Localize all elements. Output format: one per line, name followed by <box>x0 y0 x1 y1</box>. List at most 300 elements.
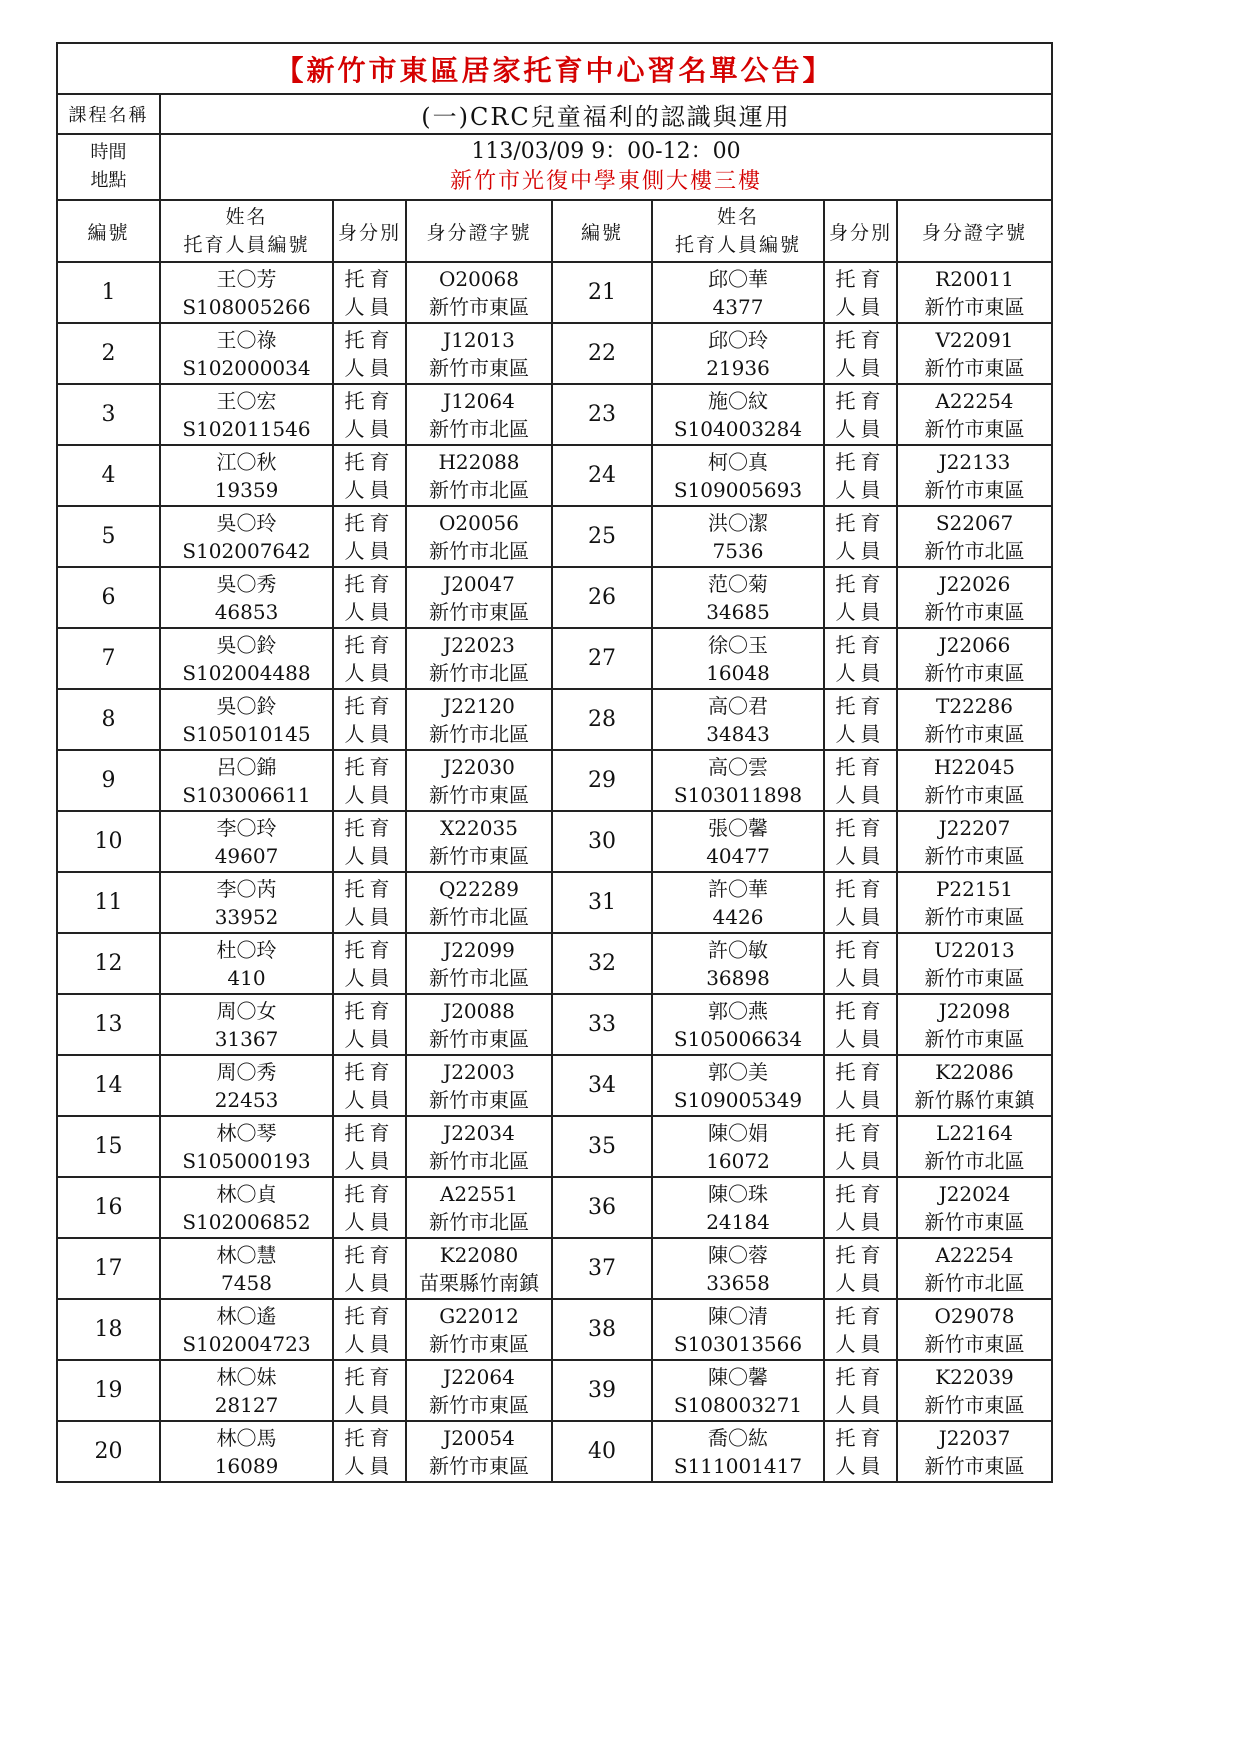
table-row <box>57 323 1052 384</box>
staff-id: S103011898 <box>673 782 803 807</box>
id-number-cell <box>897 750 1052 811</box>
place-value: 新竹市光復中學東側大樓三樓 <box>450 169 763 194</box>
id-code: K22039 <box>935 1364 1014 1389</box>
identity-top: 托育 <box>835 1364 886 1389</box>
identity-cell <box>824 1238 897 1299</box>
id-number-cell <box>897 628 1052 689</box>
id-number-cell <box>897 1421 1052 1482</box>
id-number-cell <box>406 872 552 933</box>
table-row <box>57 811 1052 872</box>
id-code: L22164 <box>936 1120 1013 1145</box>
id-area: 新竹市東區 <box>924 782 1025 807</box>
name-cell <box>160 567 333 628</box>
table-row <box>57 933 1052 994</box>
row-number: 6 <box>57 567 160 628</box>
identity-bottom: 人員 <box>344 294 395 319</box>
table-row <box>57 872 1052 933</box>
identity-cell <box>333 1238 406 1299</box>
id-number-cell <box>406 1055 552 1116</box>
row-number: 29 <box>552 750 652 811</box>
identity-top: 托育 <box>835 693 886 718</box>
id-area: 新竹市東區 <box>924 660 1025 685</box>
identity-top: 托育 <box>835 1059 886 1084</box>
identity-top: 托育 <box>344 1181 395 1206</box>
identity-bottom: 人員 <box>835 599 886 624</box>
name-cell <box>160 1238 333 1299</box>
page-title <box>57 43 1052 94</box>
id-code: J22120 <box>443 693 515 718</box>
id-area: 新竹市東區 <box>924 355 1025 380</box>
id-number-cell <box>406 811 552 872</box>
identity-top: 托育 <box>835 1303 886 1328</box>
name-cell <box>160 1116 333 1177</box>
id-area: 新竹市北區 <box>429 477 529 502</box>
staff-id: 34685 <box>706 599 770 624</box>
person-name: 喬〇紘 <box>708 1425 768 1450</box>
person-name: 邱〇華 <box>708 266 768 291</box>
staff-id: S108005266 <box>182 294 311 319</box>
id-number-cell <box>897 994 1052 1055</box>
identity-cell <box>333 1116 406 1177</box>
id-area: 新竹市東區 <box>924 721 1025 746</box>
staff-id: 33658 <box>706 1270 770 1295</box>
id-code: V22091 <box>935 327 1014 352</box>
identity-cell <box>333 262 406 323</box>
name-cell <box>652 506 824 567</box>
person-name: 李〇玲 <box>216 815 277 840</box>
row-number: 7 <box>57 628 160 689</box>
id-area: 新竹市北區 <box>429 538 529 563</box>
staff-id: 19359 <box>214 477 279 502</box>
staff-id: S105006634 <box>673 1026 803 1051</box>
id-area: 新竹市東區 <box>429 599 529 624</box>
identity-bottom: 人員 <box>344 1331 395 1356</box>
id-code: J22207 <box>938 815 1011 840</box>
id-code: R20011 <box>935 266 1014 291</box>
id-area: 新竹市東區 <box>924 477 1025 502</box>
person-name: 陳〇珠 <box>708 1181 768 1206</box>
identity-top: 托育 <box>344 388 395 413</box>
identity-cell <box>824 262 897 323</box>
identity-bottom: 人員 <box>835 843 886 868</box>
id-code: P22151 <box>935 876 1014 901</box>
id-number-cell <box>897 384 1052 445</box>
id-area: 新竹市東區 <box>924 1209 1025 1234</box>
header-identity-right: 身分別 <box>824 200 897 262</box>
table-row <box>57 1116 1052 1177</box>
identity-top: 托育 <box>344 754 395 779</box>
row-number: 1 <box>57 262 160 323</box>
staff-id: 49607 <box>214 843 279 868</box>
name-cell <box>160 445 333 506</box>
name-cell <box>160 384 333 445</box>
row-number: 39 <box>552 1360 652 1421</box>
course-row <box>57 94 1052 134</box>
identity-cell <box>333 811 406 872</box>
staff-id: S109005349 <box>673 1087 803 1112</box>
table-row <box>57 1421 1052 1482</box>
staff-id: S105000193 <box>182 1148 311 1173</box>
name-cell <box>652 1421 824 1482</box>
table-row <box>57 445 1052 506</box>
id-number-cell <box>406 1238 552 1299</box>
staff-id: 4377 <box>712 294 764 319</box>
id-area: 苗栗縣竹南鎮 <box>419 1270 539 1295</box>
identity-top: 托育 <box>344 1059 395 1084</box>
id-area: 新竹市北區 <box>429 1148 529 1173</box>
staff-id: 46853 <box>214 599 279 624</box>
id-code: O20056 <box>438 510 520 535</box>
identity-bottom: 人員 <box>344 1148 395 1173</box>
identity-top: 托育 <box>835 632 886 657</box>
row-number: 15 <box>57 1116 160 1177</box>
person-name: 陳〇娟 <box>708 1120 768 1145</box>
id-number-cell <box>406 1421 552 1482</box>
table-row <box>57 262 1052 323</box>
name-cell <box>160 1421 333 1482</box>
identity-top: 托育 <box>344 998 395 1023</box>
course-label: 課程名稱 <box>57 94 160 134</box>
row-number: 11 <box>57 872 160 933</box>
row-number: 20 <box>57 1421 160 1482</box>
id-area: 新竹市東區 <box>924 1392 1025 1417</box>
id-area: 新竹市北區 <box>924 1270 1025 1295</box>
identity-bottom: 人員 <box>344 477 395 502</box>
id-number-cell <box>897 1177 1052 1238</box>
identity-cell <box>333 933 406 994</box>
person-name: 許〇華 <box>708 876 768 901</box>
identity-top: 托育 <box>344 449 395 474</box>
person-name: 江〇秋 <box>216 449 277 474</box>
row-number: 35 <box>552 1116 652 1177</box>
row-number: 18 <box>57 1299 160 1360</box>
row-number: 16 <box>57 1177 160 1238</box>
identity-top: 托育 <box>835 1242 886 1267</box>
roster-table <box>56 42 1053 1483</box>
identity-bottom: 人員 <box>835 1209 886 1234</box>
row-number: 5 <box>57 506 160 567</box>
identity-top: 托育 <box>835 510 886 535</box>
identity-bottom: 人員 <box>344 416 395 441</box>
id-number-cell <box>406 628 552 689</box>
id-code: A22254 <box>935 1242 1014 1267</box>
row-number: 9 <box>57 750 160 811</box>
identity-bottom: 人員 <box>835 1087 886 1112</box>
name-cell <box>652 1055 824 1116</box>
identity-top: 托育 <box>835 937 886 962</box>
identity-top: 托育 <box>835 1120 886 1145</box>
time-value: 113/03/09 9：00-12：00 <box>471 139 741 164</box>
course-name: (一)CRC兒童福利的認識與運用 <box>160 94 1052 134</box>
time-place-value <box>160 134 1052 200</box>
id-area: 新竹市東區 <box>924 416 1025 441</box>
identity-cell <box>333 1299 406 1360</box>
identity-bottom: 人員 <box>835 1453 886 1478</box>
identity-top: 托育 <box>344 266 395 291</box>
identity-cell <box>333 1360 406 1421</box>
person-name: 杜〇玲 <box>216 937 277 962</box>
table-row <box>57 689 1052 750</box>
person-name: 高〇雲 <box>708 754 768 779</box>
identity-bottom: 人員 <box>344 355 395 380</box>
person-name: 陳〇蓉 <box>708 1242 768 1267</box>
title-row <box>57 43 1052 94</box>
staff-id: S104003284 <box>673 416 803 441</box>
name-cell <box>160 628 333 689</box>
identity-cell <box>824 1055 897 1116</box>
time-place-row <box>57 134 1052 200</box>
id-area: 新竹市東區 <box>429 1392 529 1417</box>
identity-bottom: 人員 <box>344 1270 395 1295</box>
table-row <box>57 628 1052 689</box>
identity-cell <box>333 628 406 689</box>
identity-top: 托育 <box>344 1303 395 1328</box>
name-cell <box>160 1177 333 1238</box>
name-cell <box>652 384 824 445</box>
table-row <box>57 1360 1052 1421</box>
identity-bottom: 人員 <box>344 843 395 868</box>
identity-top: 托育 <box>344 510 395 535</box>
staff-id: 410 <box>227 965 266 990</box>
name-cell <box>652 1360 824 1421</box>
identity-top: 托育 <box>835 754 886 779</box>
id-number-cell <box>897 1116 1052 1177</box>
staff-id: S103013566 <box>673 1331 803 1356</box>
identity-bottom: 人員 <box>835 660 886 685</box>
id-code: S22067 <box>935 510 1014 535</box>
identity-cell <box>333 445 406 506</box>
row-number: 2 <box>57 323 160 384</box>
name-cell <box>160 933 333 994</box>
id-number-cell <box>897 1299 1052 1360</box>
identity-cell <box>824 872 897 933</box>
identity-top: 托育 <box>344 693 395 718</box>
identity-bottom: 人員 <box>344 782 395 807</box>
id-number-cell <box>406 323 552 384</box>
row-number: 3 <box>57 384 160 445</box>
id-area: 新竹市東區 <box>429 782 529 807</box>
identity-top: 托育 <box>344 1364 395 1389</box>
name-cell <box>652 1299 824 1360</box>
id-code: J22133 <box>938 449 1011 474</box>
id-code: J20054 <box>443 1425 515 1450</box>
identity-bottom: 人員 <box>835 294 886 319</box>
time-place-label <box>57 134 160 200</box>
person-name: 吳〇鈴 <box>216 693 277 718</box>
identity-cell <box>824 750 897 811</box>
identity-top: 托育 <box>344 1242 395 1267</box>
identity-cell <box>824 994 897 1055</box>
identity-bottom: 人員 <box>835 965 886 990</box>
row-number: 34 <box>552 1055 652 1116</box>
id-number-cell <box>406 567 552 628</box>
identity-top: 托育 <box>835 388 886 413</box>
identity-bottom: 人員 <box>835 355 886 380</box>
name-cell <box>160 750 333 811</box>
row-number: 8 <box>57 689 160 750</box>
person-name: 吳〇鈴 <box>216 632 277 657</box>
staff-id: 34843 <box>706 721 770 746</box>
header-name-top: 姓名 <box>225 206 268 228</box>
id-code: O20068 <box>438 266 520 291</box>
row-number: 12 <box>57 933 160 994</box>
identity-bottom: 人員 <box>344 1087 395 1112</box>
identity-cell <box>824 506 897 567</box>
identity-top: 托育 <box>344 632 395 657</box>
staff-id: 16089 <box>214 1453 279 1478</box>
staff-id: S102007642 <box>182 538 311 563</box>
name-cell <box>652 933 824 994</box>
identity-bottom: 人員 <box>344 538 395 563</box>
name-cell <box>652 750 824 811</box>
name-cell <box>160 689 333 750</box>
row-number: 32 <box>552 933 652 994</box>
id-area: 新竹縣竹東鎮 <box>914 1087 1035 1112</box>
person-name: 徐〇玉 <box>708 632 768 657</box>
name-cell <box>652 994 824 1055</box>
identity-cell <box>333 994 406 1055</box>
id-area: 新竹市東區 <box>429 843 529 868</box>
table-row <box>57 994 1052 1055</box>
identity-cell <box>333 689 406 750</box>
identity-cell <box>333 1421 406 1482</box>
id-code: J22003 <box>443 1059 515 1084</box>
id-number-cell <box>406 506 552 567</box>
identity-bottom: 人員 <box>835 1270 886 1295</box>
identity-cell <box>333 567 406 628</box>
header-id-number-right: 身分證字號 <box>897 200 1052 262</box>
person-name: 林〇琴 <box>216 1120 277 1145</box>
identity-bottom: 人員 <box>344 904 395 929</box>
table-row <box>57 1177 1052 1238</box>
identity-cell <box>824 567 897 628</box>
id-code: T22286 <box>936 693 1013 718</box>
identity-bottom: 人員 <box>344 965 395 990</box>
row-number: 37 <box>552 1238 652 1299</box>
row-number: 21 <box>552 262 652 323</box>
identity-top: 托育 <box>835 327 886 352</box>
id-number-cell <box>406 445 552 506</box>
id-code: J22026 <box>938 571 1011 596</box>
id-code: J22099 <box>443 937 515 962</box>
name-cell <box>160 323 333 384</box>
row-number: 22 <box>552 323 652 384</box>
id-area: 新竹市北區 <box>429 660 529 685</box>
staff-id: 7536 <box>712 538 764 563</box>
identity-cell <box>824 1421 897 1482</box>
identity-top: 托育 <box>835 1181 886 1206</box>
id-code: A22551 <box>439 1181 519 1206</box>
person-name: 范〇菊 <box>708 571 768 596</box>
id-area: 新竹市北區 <box>924 538 1025 563</box>
identity-top: 托育 <box>344 571 395 596</box>
identity-top: 托育 <box>344 815 395 840</box>
id-area: 新竹市東區 <box>924 843 1025 868</box>
row-number: 31 <box>552 872 652 933</box>
id-area: 新竹市北區 <box>429 965 529 990</box>
staff-id: 21936 <box>706 355 770 380</box>
person-name: 陳〇清 <box>708 1303 768 1328</box>
person-name: 林〇妹 <box>216 1364 277 1389</box>
staff-id: S108003271 <box>673 1392 803 1417</box>
identity-bottom: 人員 <box>344 1453 395 1478</box>
id-number-cell <box>897 262 1052 323</box>
table-row <box>57 1299 1052 1360</box>
identity-top: 托育 <box>344 876 395 901</box>
id-area: 新竹市東區 <box>429 294 529 319</box>
name-cell <box>160 994 333 1055</box>
name-cell <box>160 506 333 567</box>
header-name-bottom: 托育人員編號 <box>183 234 310 256</box>
id-code: U22013 <box>934 937 1015 962</box>
id-code: J22066 <box>938 632 1011 657</box>
id-area: 新竹市東區 <box>924 965 1025 990</box>
id-number-cell <box>406 994 552 1055</box>
id-code: O29078 <box>934 1303 1015 1328</box>
identity-cell <box>824 628 897 689</box>
id-code: J22030 <box>443 754 515 779</box>
id-code: H22045 <box>933 754 1016 779</box>
id-number-cell <box>406 384 552 445</box>
row-number: 24 <box>552 445 652 506</box>
table-row <box>57 506 1052 567</box>
id-area: 新竹市北區 <box>429 904 529 929</box>
row-number: 13 <box>57 994 160 1055</box>
staff-id: 36898 <box>706 965 770 990</box>
staff-id: S103006611 <box>182 782 311 807</box>
identity-cell <box>333 750 406 811</box>
id-number-cell <box>897 1360 1052 1421</box>
person-name: 吳〇玲 <box>216 510 277 535</box>
row-number: 27 <box>552 628 652 689</box>
identity-cell <box>824 689 897 750</box>
person-name: 許〇敏 <box>708 937 768 962</box>
id-code: J20047 <box>443 571 515 596</box>
name-cell <box>160 872 333 933</box>
id-code: Q22289 <box>438 876 520 901</box>
name-cell <box>652 628 824 689</box>
id-number-cell <box>406 750 552 811</box>
name-cell <box>160 811 333 872</box>
id-area: 新竹市東區 <box>924 1026 1025 1051</box>
staff-id: 7458 <box>221 1270 272 1295</box>
identity-bottom: 人員 <box>835 538 886 563</box>
person-name: 周〇秀 <box>216 1059 277 1084</box>
header-name-right <box>652 200 824 262</box>
id-code: J20088 <box>443 998 515 1023</box>
staff-id: S102004723 <box>182 1331 311 1356</box>
identity-cell <box>824 323 897 384</box>
identity-cell <box>824 811 897 872</box>
identity-cell <box>333 1055 406 1116</box>
page-title-text: 【新竹市東區居家托育中心習名單公告】 <box>275 53 834 87</box>
row-number: 33 <box>552 994 652 1055</box>
id-code: K22086 <box>935 1059 1014 1084</box>
id-number-cell <box>406 262 552 323</box>
name-cell <box>652 1177 824 1238</box>
name-cell <box>652 689 824 750</box>
row-number: 26 <box>552 567 652 628</box>
person-name: 高〇君 <box>708 693 768 718</box>
identity-bottom: 人員 <box>835 782 886 807</box>
staff-id: 33952 <box>214 904 279 929</box>
id-code: J22023 <box>443 632 515 657</box>
staff-id: 31367 <box>214 1026 279 1051</box>
name-cell <box>652 567 824 628</box>
identity-top: 托育 <box>835 571 886 596</box>
person-name: 呂〇錦 <box>216 754 277 779</box>
name-cell <box>160 1055 333 1116</box>
